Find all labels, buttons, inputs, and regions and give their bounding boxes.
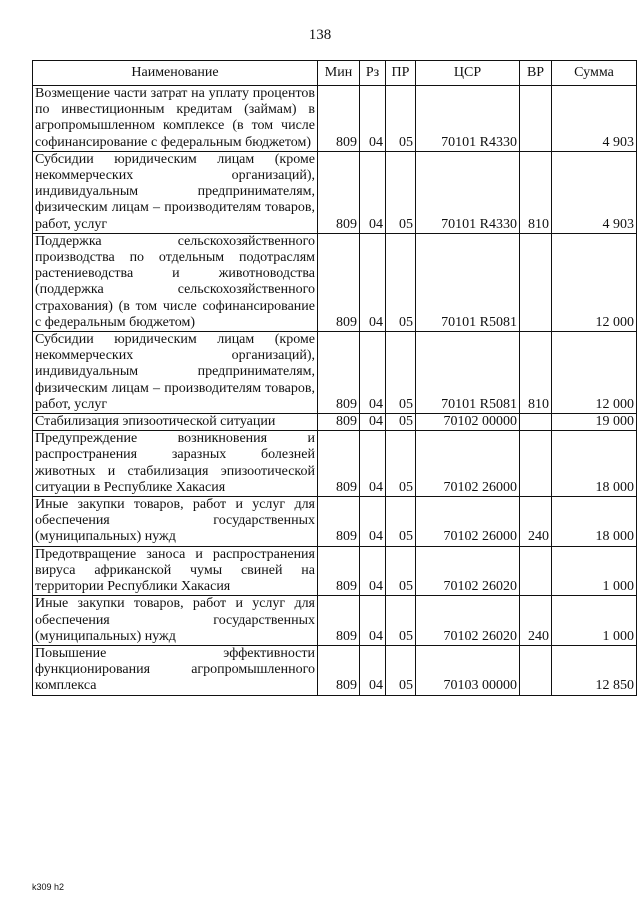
table-body — [33, 86, 637, 696]
page-number: 138 — [308, 27, 332, 43]
table-row — [33, 151, 637, 233]
cell-vr — [520, 414, 552, 431]
cell-pr: 05 — [386, 86, 416, 152]
header-min: Мин — [318, 61, 360, 86]
header-vr: ВР — [520, 61, 552, 86]
cell-rz: 04 — [360, 497, 386, 547]
table-row — [33, 332, 637, 414]
cell-rz: 04 — [360, 431, 386, 497]
header-name: Наименование — [33, 61, 318, 86]
cell-pr: 05 — [386, 414, 416, 431]
cell-pr: 05 — [386, 596, 416, 646]
cell-min: 809 — [318, 645, 360, 695]
cell-min: 809 — [318, 414, 360, 431]
cell-sum: 18 000 — [552, 497, 637, 547]
cell-csr: 70101 R4330 — [416, 151, 520, 233]
cell-sum: 1 000 — [552, 546, 637, 596]
header-row — [33, 61, 637, 86]
cell-csr: 70101 R5081 — [416, 332, 520, 414]
cell-sum: 4 903 — [552, 151, 637, 233]
cell-pr: 05 — [386, 233, 416, 331]
footer-code: k309 h2 — [32, 882, 65, 892]
cell-min: 809 — [318, 151, 360, 233]
cell-vr — [520, 431, 552, 497]
cell-pr: 05 — [386, 332, 416, 414]
cell-sum: 1 000 — [552, 596, 637, 646]
table-row — [33, 86, 637, 152]
cell-rz: 04 — [360, 151, 386, 233]
header-rz: Рз — [360, 61, 386, 86]
cell-rz: 04 — [360, 546, 386, 596]
cell-csr: 70101 R5081 — [416, 233, 520, 331]
table-row — [33, 431, 637, 497]
cell-name: Повышение эффективности функционирования агропромышленного комплекса — [33, 645, 318, 695]
cell-csr: 70102 26000 — [416, 431, 520, 497]
cell-csr: 70102 26020 — [416, 546, 520, 596]
header-pr: ПР — [386, 61, 416, 86]
cell-rz: 04 — [360, 414, 386, 431]
cell-csr: 70103 00000 — [416, 645, 520, 695]
cell-name: Предотвращение заноса и распространения вируса африканской чумы свиней на территории Республики Хакасия — [33, 546, 318, 596]
cell-vr — [520, 546, 552, 596]
cell-csr: 70102 26000 — [416, 497, 520, 547]
cell-name: Предупреждение возникновения и распространения заразных болезней животных и стабилизация эпизоотической ситуации в Республике Хакасия — [33, 431, 318, 497]
cell-sum: 18 000 — [552, 431, 637, 497]
cell-vr: 810 — [520, 332, 552, 414]
cell-pr: 05 — [386, 546, 416, 596]
cell-name: Субсидии юридическим лицам (кроме некоммерческих организаций), индивидуальным предпринимателям, физическим лицам – производителям товаров, работ, услуг — [33, 332, 318, 414]
cell-csr: 70102 00000 — [416, 414, 520, 431]
table-row — [33, 645, 637, 695]
cell-min: 809 — [318, 497, 360, 547]
cell-pr: 05 — [386, 497, 416, 547]
cell-pr: 05 — [386, 431, 416, 497]
table-row — [33, 546, 637, 596]
cell-name: Субсидии юридическим лицам (кроме некоммерческих организаций), индивидуальным предпринимателям, физическим лицам – производителям товаров, работ, услуг — [33, 151, 318, 233]
cell-csr: 70102 26020 — [416, 596, 520, 646]
cell-rz: 04 — [360, 86, 386, 152]
cell-vr — [520, 86, 552, 152]
cell-min: 809 — [318, 332, 360, 414]
header-sum: Сумма — [552, 61, 637, 86]
cell-sum: 4 903 — [552, 86, 637, 152]
cell-min: 809 — [318, 546, 360, 596]
cell-rz: 04 — [360, 233, 386, 331]
cell-min: 809 — [318, 431, 360, 497]
cell-min: 809 — [318, 86, 360, 152]
cell-vr — [520, 645, 552, 695]
cell-name: Иные закупки товаров, работ и услуг для обеспечения государственных (муниципальных) нужд — [33, 596, 318, 646]
table-row — [33, 233, 637, 331]
cell-min: 809 — [318, 596, 360, 646]
cell-vr: 240 — [520, 596, 552, 646]
cell-vr: 810 — [520, 151, 552, 233]
budget-table — [32, 60, 637, 696]
table-row — [33, 414, 637, 431]
cell-rz: 04 — [360, 645, 386, 695]
cell-sum: 12 850 — [552, 645, 637, 695]
cell-name: Стабилизация эпизоотической ситуации — [33, 414, 318, 431]
table-row — [33, 497, 637, 547]
cell-pr: 05 — [386, 645, 416, 695]
cell-name: Поддержка сельскохозяйственного производства по отдельным подотраслям растениеводства и животноводства (поддержка сельскохозяйственного страхования) (в том числе софинансирование с федеральным бюджетом) — [33, 233, 318, 331]
table-header — [33, 61, 637, 86]
cell-name: Возмещение части затрат на уплату процентов по инвестиционным кредитам (займам) в агропромышленном комплексе (в том числе софинансирование с федеральным бюджетом) — [33, 86, 318, 152]
cell-sum: 12 000 — [552, 233, 637, 331]
cell-sum: 12 000 — [552, 332, 637, 414]
cell-rz: 04 — [360, 332, 386, 414]
cell-csr: 70101 R4330 — [416, 86, 520, 152]
cell-name: Иные закупки товаров, работ и услуг для обеспечения государственных (муниципальных) нужд — [33, 497, 318, 547]
cell-sum: 19 000 — [552, 414, 637, 431]
header-csr: ЦСР — [416, 61, 520, 86]
table-row — [33, 596, 637, 646]
cell-pr: 05 — [386, 151, 416, 233]
cell-vr — [520, 233, 552, 331]
cell-min: 809 — [318, 233, 360, 331]
cell-vr: 240 — [520, 497, 552, 547]
cell-rz: 04 — [360, 596, 386, 646]
